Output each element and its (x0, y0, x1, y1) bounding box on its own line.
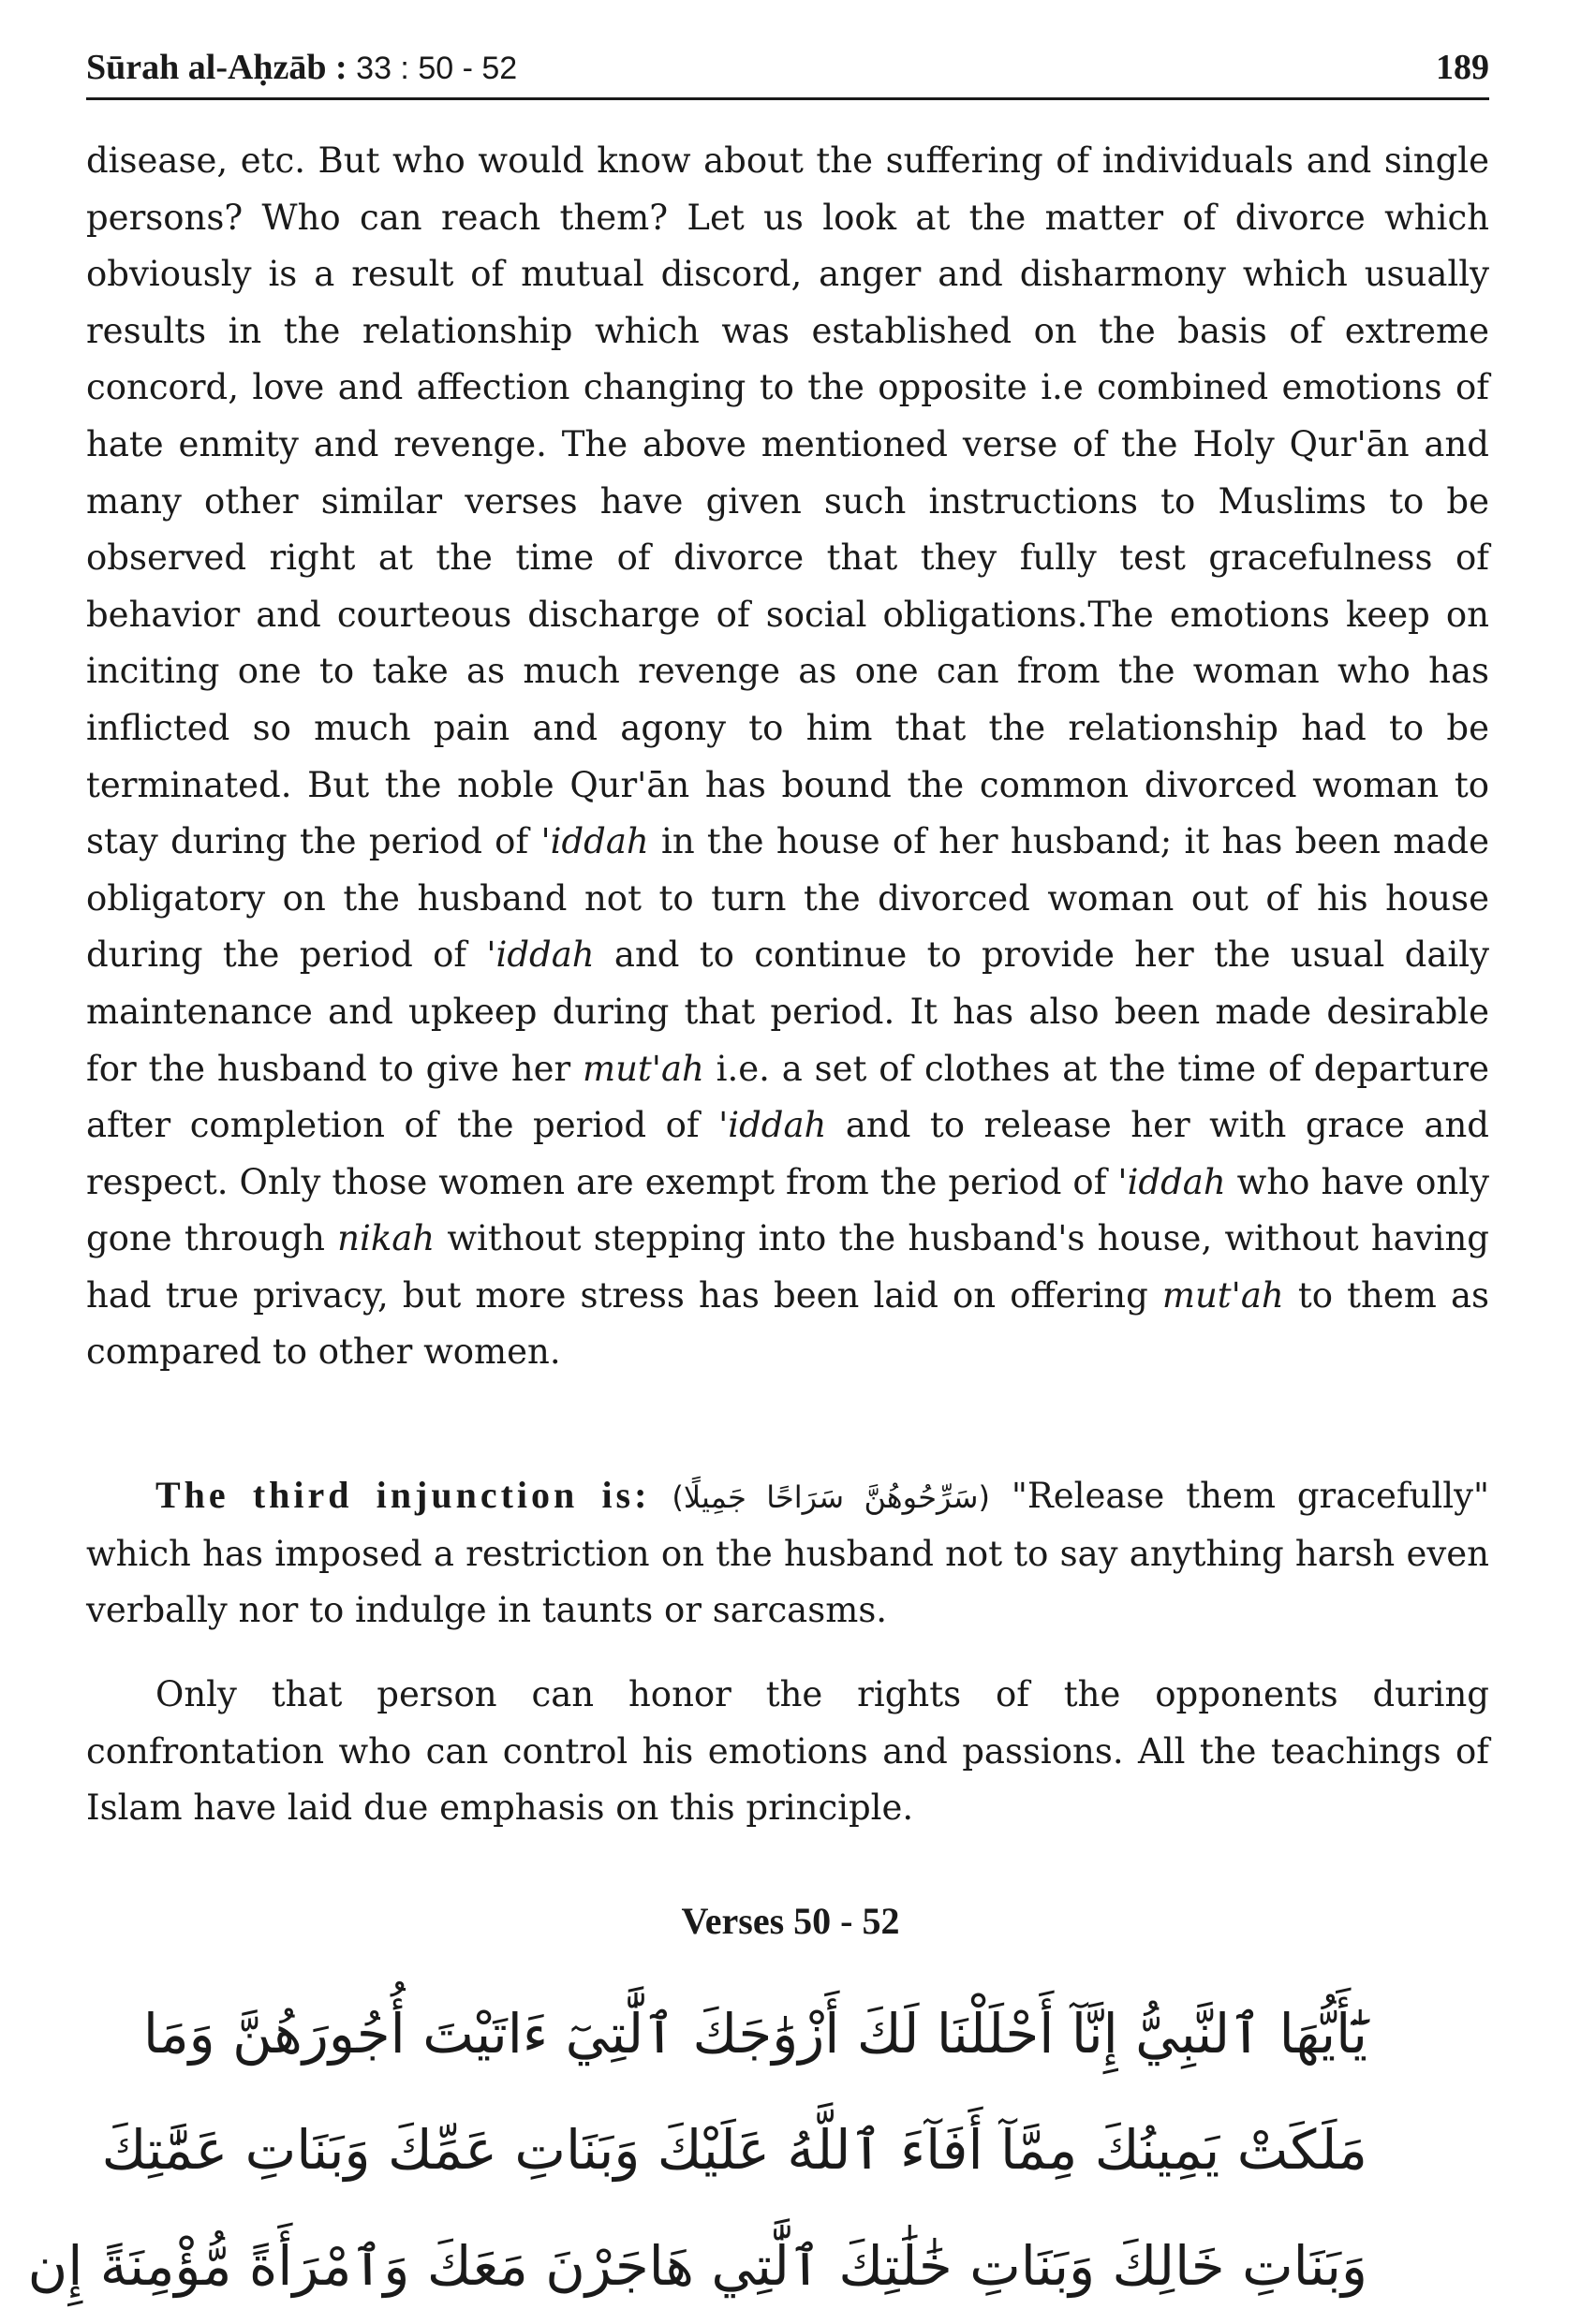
italic-term: 'iddah (540, 821, 649, 862)
italic-term: nikah (337, 1218, 436, 1259)
paragraph-text: in the house of her husband; it has been made obligatory on the husband not to turn the divorced woman out of his house during the period of (86, 821, 1489, 976)
paragraph-text: "Release them gracefully" which has imposed a restriction on the husband not to say anything harsh even verbally nor to indulge in taunts or sarcasms. (86, 1476, 1490, 1631)
page-number: 189 (1436, 48, 1489, 87)
paragraph-text: without stepping into the husband's house, without having had true privacy, but more stress has been laid on offering (86, 1218, 1489, 1316)
arabic-verse-line: وَبَنَاتِ خَالِكَ وَبَنَاتِ خَٰلَٰتِكَ ٱلَّٰتِي هَاجَرْنَ مَعَكَ وَٱمْرَأَةً مُّؤْمِنَةً إِن (27, 2234, 1367, 2298)
page-header (86, 41, 1489, 100)
italic-term: 'iddah (1117, 1161, 1226, 1202)
paragraph-text: and to release her with grace and respect. Only those women are exempt from the period of (86, 1105, 1489, 1202)
arabic-verse-line: يَٰٓأَيُّهَا ٱلنَّبِيُّ إِنَّآ أَحْلَلْنَا لَكَ أَزْوَٰجَكَ ٱلَّٰتِيٓ ءَاتَيْتَ أُجُورَهُنَّ وَمَا (142, 2002, 1367, 2066)
body-paragraph-3: Only that person can honor the rights of the opponents during confrontation who can control his emotions and passions. All the teachings of Islam have laid due emphasis on this principle. (86, 1674, 1489, 1829)
paragraph-text: to them as compared to other women. (86, 1274, 1490, 1373)
arabic-verses (27, 1976, 1367, 2324)
injunction-label: The third injunction is: (155, 1474, 651, 1516)
body-paragraph-1 (86, 133, 1489, 1381)
verses-heading: Verses 50 - 52 (681, 1900, 900, 1942)
italic-term: mut'ah (1161, 1274, 1284, 1316)
body-paragraph-2 (86, 1467, 1489, 1640)
surah-name: Sūrah al-Aḥzāb : (86, 48, 347, 87)
italic-term: mut'ah (582, 1048, 704, 1089)
paragraph-text: i.e. a set of clothes at the time of departure after completion of the period of (86, 1048, 1489, 1146)
surah-verse-reference: 33 : 50 - 52 (347, 51, 518, 86)
running-head-title (86, 47, 517, 88)
paragraph-text: and to continue to provide her the usual daily maintenance and upkeep during that period. It has also been made desirable for the husband to give her (86, 934, 1489, 1089)
paragraph-text: disease, etc. But who would know about the suffering of individuals and single persons? Who can reach them? Let us look at the matter of divorce which obviously is a result of mutual discord, anger and disharmony which usually results in the relationship which was established on the basis of extreme concord, love and affection changing to the opposite i.e combined emotions of hate enmity and revenge. The above mentioned verse of the Holy Qur'ān and many other similar verses have given such instructions to Muslims to be observed right at the time of divorce that they fully test gracefulness of behavior and courteous discharge of social obligations.The emotions keep on inciting one to take as much revenge as one can from the woman who has inflicted so much pain and agony to him that the relationship had to be terminated. But the noble Qur'ān has bound the common divorced woman to stay during the period of (86, 140, 1489, 862)
arabic-phrase: (سَرِّحُوهُنَّ سَرَاحًا جَمِيلًا) (672, 1479, 990, 1515)
italic-term: 'iddah (718, 1105, 827, 1146)
italic-term: 'iddah (486, 934, 595, 976)
arabic-verse-line: مَلَكَتْ يَمِينُكَ مِمَّآ أَفَآءَ ٱللَّهُ عَلَيْكَ وَبَنَاتِ عَمِّكَ وَبَنَاتِ عَمَّٰتِكَ (101, 2118, 1367, 2182)
paragraph-text: who have only gone through (86, 1161, 1489, 1259)
